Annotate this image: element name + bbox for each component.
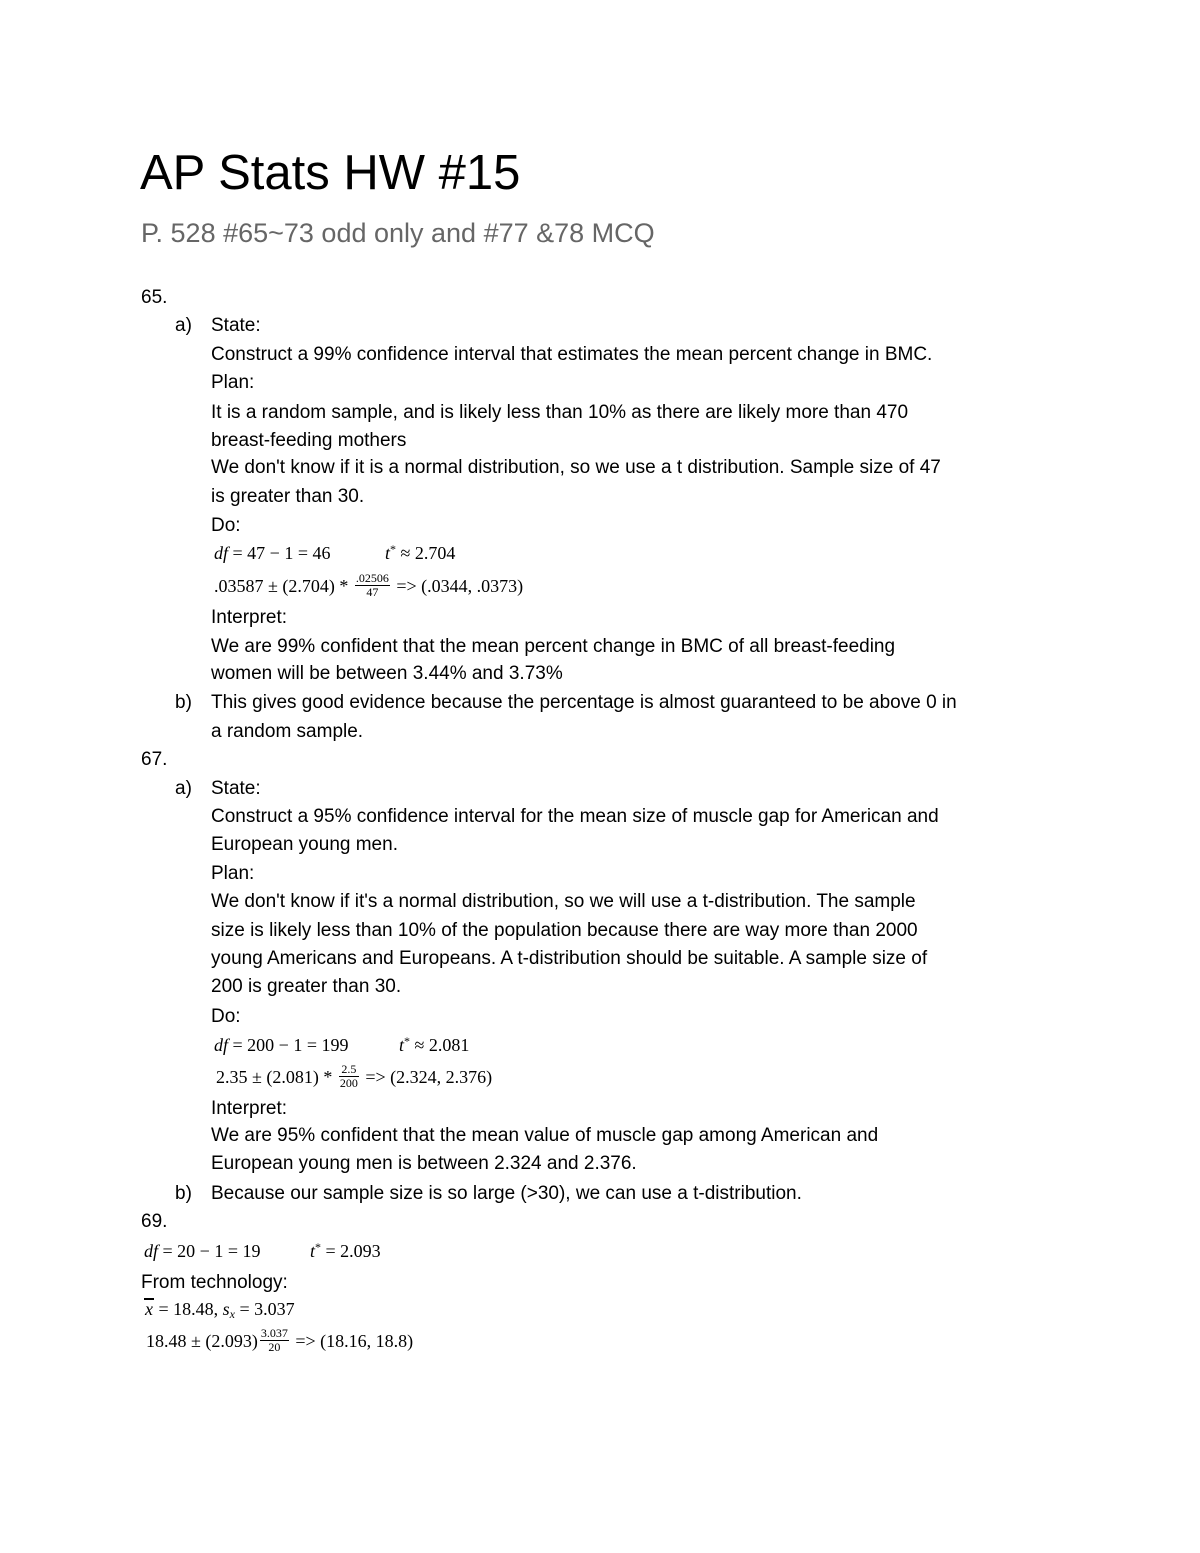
q65-plan-line: It is a random sample, and is likely less than 10% as there are likely more than 470 [211,402,909,423]
q65-plan-line: breast-feeding mothers [211,430,407,451]
x-bar-symbol: x [145,1299,153,1319]
fraction: $\frac{3.037}{20}$ [260,1326,288,1355]
q65-plan-line: is greater than 30. [211,486,365,507]
q67-do-heading: Do: [211,1006,241,1027]
q65-df-equation: df = 47 − 1 = 46 [214,543,331,563]
q69-sample-stats: x = 18.48, $s_x = 3.037$ [145,1299,295,1321]
q67-plan-line: size is likely less than 10% of the population because there are way more than 2000 [211,920,918,941]
q67-a-label: a) [175,778,192,799]
q65-tstar-equation: t* ≈ 2.704 [385,542,456,563]
df-symbol: df [214,543,229,563]
q65-plan-line: We don't know if it is a normal distribution, so we use a t distribution. Sample size of 47 [211,457,941,478]
df-symbol: df [214,1035,229,1055]
q67-tstar-equation: t* ≈ 2.081 [399,1034,470,1055]
q67-b-line: Because our sample size is so large (>30), we can use a t-distribution. [211,1183,802,1204]
q67-confidence-interval: 2.35 ± (2.081) * $\frac{2.5}{200}$ => (2.324, 2.376) [216,1062,493,1091]
q67-df-equation: df = 200 − 1 = 199 [214,1035,349,1055]
q69-technology-heading: From technology: [141,1272,288,1293]
q65-plan-heading: Plan: [211,372,255,393]
q67-plan-line: 200 is greater than 30. [211,976,402,997]
q69-number: 69. [141,1211,168,1232]
q67-number: 67. [141,749,168,770]
q69-tstar-equation: t* = 2.093 [310,1240,381,1261]
q67-plan-line: young Americans and Europeans. A t-distribution should be suitable. A sample size of [211,948,928,969]
q67-state-heading: State: [211,778,261,799]
fraction: $\frac{2.5}{200}$ [339,1062,358,1091]
fraction: $\frac{.02506}{47}$ [355,571,389,600]
q65-interpret-line: We are 99% confident that the mean percent change in BMC of all breast-feeding [211,636,896,657]
page-subtitle: P. 528 #65~73 odd only and #77 &78 MCQ [141,218,655,248]
df-symbol: df [144,1241,159,1261]
q65-interpret-heading: Interpret: [211,607,288,628]
q67-state-line: Construct a 95% confidence interval for the mean size of muscle gap for American and [211,806,939,827]
q65-b-line: This gives good evidence because the percentage is almost guaranteed to be above 0 in [211,692,957,713]
q67-interpret-line: We are 95% confident that the mean value of muscle gap among American and [211,1125,879,1146]
q67-state-line: European young men. [211,834,398,855]
q65-b-line: a random sample. [211,721,364,742]
q65-number: 65. [141,287,168,308]
q69-confidence-interval: 18.48 ± (2.093) $\frac{3.037}{20}$ => (18.16, 18.8) [146,1326,414,1355]
q67-b-label: b) [175,1183,192,1204]
q67-plan-line: We don't know if it's a normal distribution, so we will use a t-distribution. The sample [211,891,916,912]
q65-state-text: Construct a 99% confidence interval that estimates the mean percent change in BMC. [211,344,933,365]
q65-do-heading: Do: [211,515,241,536]
q69-df-equation: df = 20 − 1 = 19 [144,1241,261,1261]
q67-interpret-line: European young men is between 2.324 and 2.376. [211,1153,637,1174]
q65-b-label: b) [175,692,192,713]
q65-a-label: a) [175,315,192,336]
q67-interpret-heading: Interpret: [211,1098,288,1119]
page-title: AP Stats HW #15 [140,146,521,200]
q67-plan-heading: Plan: [211,863,255,884]
q65-confidence-interval: .03587 ± (2.704) * $\frac{.02506}{47}$ => (.0344, .0373) [214,571,524,600]
q65-interpret-line: women will be between 3.44% and 3.73% [211,663,563,684]
q65-state-heading: State: [211,315,261,336]
